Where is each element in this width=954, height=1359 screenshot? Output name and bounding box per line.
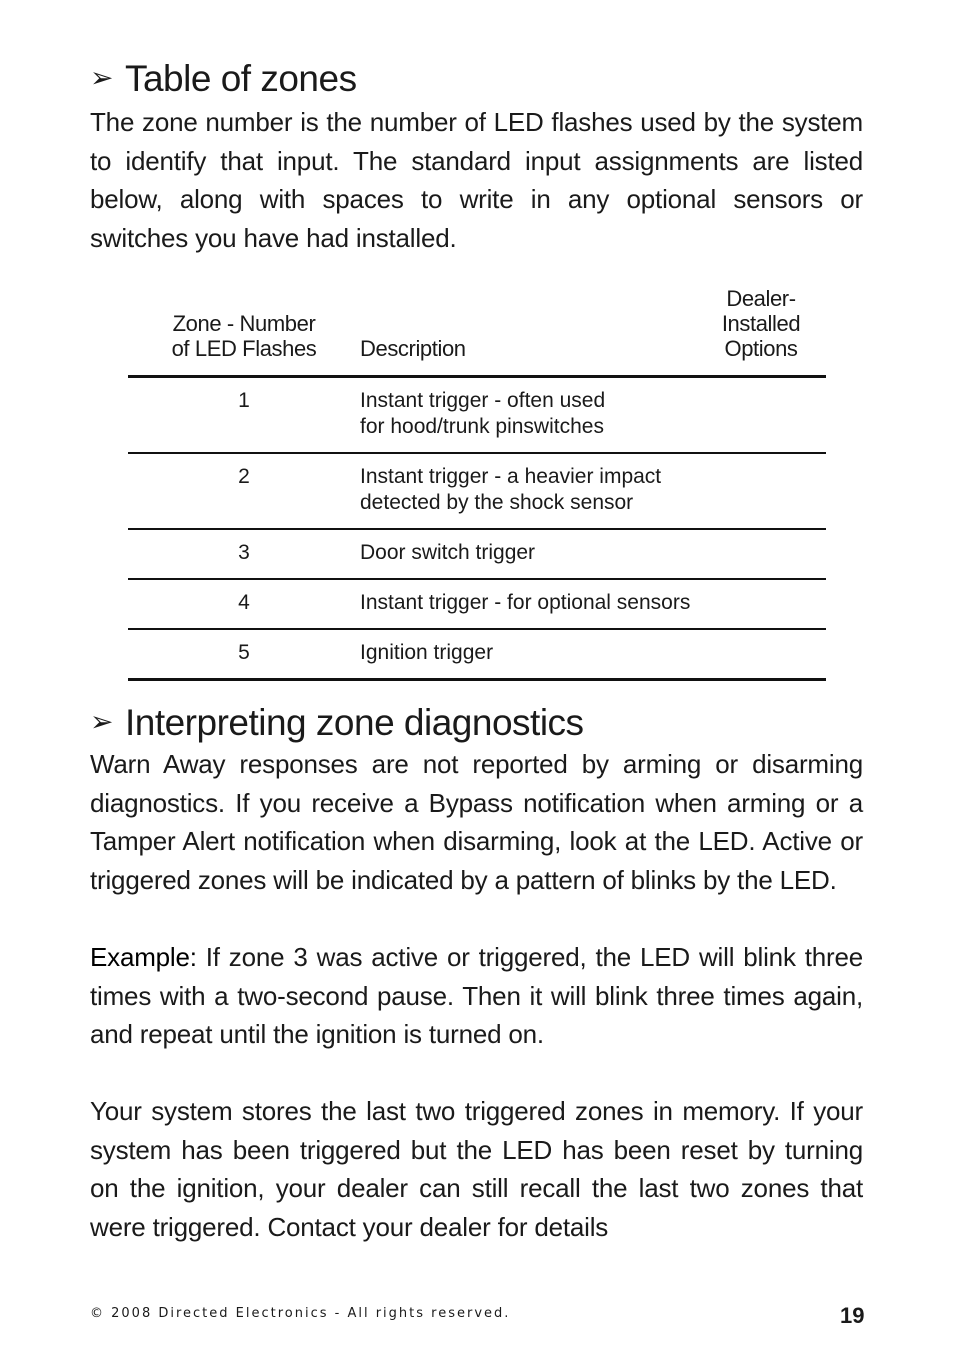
section-title: Table of zones bbox=[124, 58, 357, 99]
table-row bbox=[128, 453, 826, 529]
section-title: Interpreting zone diagnostics bbox=[124, 702, 584, 743]
zone-description: Door switch trigger bbox=[360, 529, 696, 579]
example-label: Example: bbox=[90, 942, 197, 972]
memory-paragraph: Your system stores the last two triggered zones in memory. If your system has been triggered but the LED has been reset by turning on the ignition, your dealer can still recall the last two zones that were triggered. Contact your dealer for details bbox=[90, 1096, 863, 1243]
zone-number: 3 bbox=[128, 529, 360, 579]
arrow-bullet-icon: ➢ bbox=[90, 62, 113, 93]
zone-description bbox=[360, 377, 696, 454]
description-line: for hood/trunk pinswitches bbox=[360, 415, 604, 438]
zone-options bbox=[696, 529, 826, 579]
example-text: If zone 3 was active or triggered, the LED will blink three times with a two-second pause. Then it will blink three times again, and repeat until the ignition is turned on. bbox=[90, 942, 863, 1050]
header-options-line2: Options bbox=[724, 336, 798, 361]
table-header-row bbox=[128, 286, 826, 377]
arrow-bullet-icon: ➢ bbox=[90, 706, 113, 737]
table-row bbox=[128, 377, 826, 454]
zone-options bbox=[696, 377, 826, 454]
example-paragraph bbox=[90, 938, 863, 1054]
description-line: detected by the shock sensor bbox=[360, 491, 634, 514]
diagnostics-paragraph: Warn Away responses are not reported by arming or disarming diagnostics. If you receive a Bypass notification when arming or a Tamper Alert notification when disarming, look at the LED. Active or triggered zones will be indicated by a pattern of blinks by the LED. bbox=[90, 749, 863, 896]
zone-number: 2 bbox=[128, 453, 360, 529]
zone-number: 5 bbox=[128, 629, 360, 680]
section-heading-interpreting-diagnostics bbox=[90, 700, 584, 745]
description-line: Instant trigger - often used bbox=[360, 389, 606, 412]
header-description: Description bbox=[360, 286, 696, 377]
section-heading-table-of-zones bbox=[90, 56, 357, 101]
description-line: Instant trigger - a heavier impact bbox=[360, 465, 662, 488]
zone-number: 1 bbox=[128, 377, 360, 454]
zone-description: Instant trigger - for optional sensors bbox=[360, 579, 696, 629]
copyright-footer: © 2008 Directed Electronics - All rights reserved. bbox=[90, 1306, 511, 1321]
zone-options bbox=[696, 453, 826, 529]
zone-options bbox=[696, 629, 826, 680]
zone-description bbox=[360, 453, 696, 529]
header-zone-line1: Zone - Number bbox=[172, 311, 316, 336]
header-options-line1: Dealer-Installed bbox=[721, 286, 801, 336]
header-zone-line2: of LED Flashes bbox=[171, 336, 317, 361]
table-row bbox=[128, 579, 826, 629]
intro-paragraph: The zone number is the number of LED flashes used by the system to identify that input. The standard input assignments are listed below, along with spaces to write in any optional sensors or switches you have had installed. bbox=[90, 107, 863, 254]
header-zone bbox=[128, 286, 360, 377]
table-row bbox=[128, 529, 826, 579]
zone-number: 4 bbox=[128, 579, 360, 629]
zone-description: Ignition trigger bbox=[360, 629, 696, 680]
table-row bbox=[128, 629, 826, 680]
header-options bbox=[696, 286, 826, 377]
zones-table bbox=[128, 286, 826, 681]
page-number: 19 bbox=[840, 1303, 865, 1328]
zone-options bbox=[696, 579, 826, 629]
